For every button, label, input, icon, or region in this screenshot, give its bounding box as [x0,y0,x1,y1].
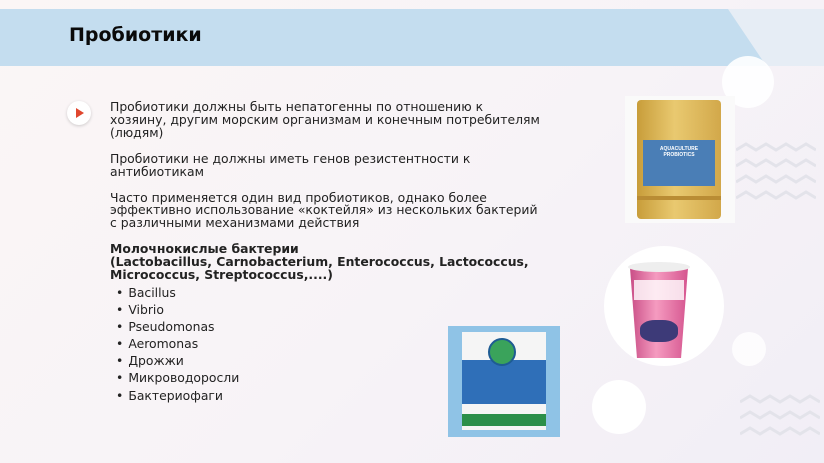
paragraph: Пробиотики должны быть непатогенны по отношению к хозяину, другим морским организмам и конечным потребителям (людям) [110,99,540,140]
yogurt-lid [628,262,690,272]
paragraph: Пробиотики не должны иметь генов резистентности к антибиотикам [110,150,471,179]
yogurt-label-band [634,280,684,300]
logo-icon [488,338,516,366]
list-item: • Vibrio [110,301,540,318]
yogurt-image [628,262,690,358]
package-blue-panel [462,360,546,404]
aquaculture-probiotics-image [625,96,735,223]
list-item: • Дрожжи [110,352,540,369]
list-item: • Aeromonas [110,335,540,352]
play-icon [67,101,91,125]
bag-label: AQUACULTURE PROBIOTICS [659,146,699,158]
package-footer [462,414,546,426]
lactic-species: (Lactobacillus, Carnobacterium, Enterococcus, Lactococcus, Micrococcus, Streptococcus,....) [110,254,529,283]
decor-bubble [592,380,646,434]
berries-graphic [640,320,678,342]
bag-stripe [637,196,721,200]
list-item: • Bacillus [110,284,540,301]
zigzag-decor [740,392,820,452]
list-item: • Микроводоросли [110,369,540,386]
decor-bubble [732,332,766,366]
slide-title: Пробиотики [69,24,202,46]
paragraph: Часто применяется один вид пробиотиков, однако более эффективно использование «коктейля» из нескольких бактерий с различными механизмами действия [110,189,538,231]
lactic-heading: Молочнокислые бактерии [110,241,299,257]
list-item: • Бактериофаги [110,387,540,404]
list-item: • Pseudomonas [110,318,540,335]
zigzag-decor [736,140,816,220]
probiotic-package-image [448,326,560,437]
